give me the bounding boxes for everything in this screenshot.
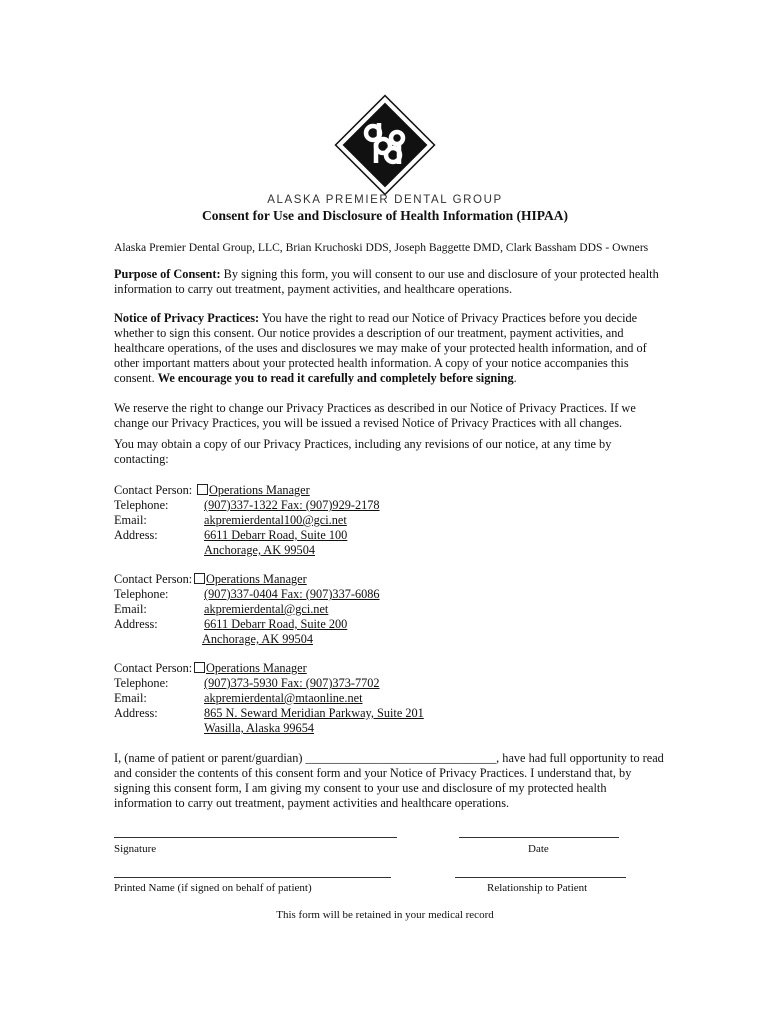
contact-email: akpremierdental100@gci.net <box>204 513 347 527</box>
signature-label: Signature <box>114 843 157 855</box>
contact-phone: (907)337-1322 Fax: (907)929-2178 <box>204 498 380 512</box>
contact-label: Contact Person: <box>114 572 193 586</box>
contact-address-line-2: Wasilla, Alaska 99654 <box>204 721 315 735</box>
checkbox[interactable] <box>194 662 205 673</box>
contact-person: Operations Manager <box>197 483 310 498</box>
address-label: Address: <box>114 528 158 542</box>
address-label: Address: <box>114 706 158 720</box>
logo-mark <box>333 93 437 197</box>
telephone-label: Telephone: <box>114 676 169 690</box>
purpose-heading: Purpose of Consent: <box>114 267 221 281</box>
contact-address-line-2: Anchorage, AK 99504 <box>204 543 315 557</box>
printed-name-label: Printed Name (if signed on behalf of patient) <box>114 882 312 894</box>
checkbox[interactable] <box>197 484 208 495</box>
notice-heading: Notice of Privacy Practices: <box>114 311 260 325</box>
contact-address-line-1: 865 N. Seward Meridian Parkway, Suite 201 <box>204 706 424 720</box>
obtain-paragraph: You may obtain a copy of our Privacy Practices, including any revisions of our notice, at any time by contacting: <box>114 437 612 466</box>
purpose-paragraph <box>114 267 662 297</box>
contact-address-line-1: 6611 Debarr Road, Suite 100 <box>204 528 348 542</box>
contact-email: akpremierdental@mtaonline.net <box>204 691 363 705</box>
notice-emphasis: We encourage you to read it carefully and completely before signing <box>157 371 514 385</box>
date-line[interactable] <box>459 837 619 838</box>
telephone-label: Telephone: <box>114 498 169 512</box>
contact-address-line-2: Anchorage, AK 99504 <box>202 632 313 646</box>
company-name: ALASKA PREMIER DENTAL GROUP <box>267 194 503 206</box>
purpose-text: By signing this form, you will consent to our use and disclosure of your protected health information to carry out treatment, payment activities, and healthcare operations. <box>114 267 659 296</box>
owners-line: Alaska Premier Dental Group, LLC, Brian Kruchoski DDS, Joseph Baggette DMD, Clark Bassham DDS - Owners <box>114 241 649 254</box>
signature-line[interactable] <box>114 837 397 838</box>
checkbox[interactable] <box>194 573 205 584</box>
contact-person: Operations Manager <box>194 572 307 587</box>
contact-phone: (907)337-0404 Fax: (907)337-6086 <box>204 587 380 601</box>
page-title: Consent for Use and Disclosure of Health Information (HIPAA) <box>202 208 568 223</box>
telephone-label: Telephone: <box>114 587 169 601</box>
notice-end: . <box>513 371 517 385</box>
email-label: Email: <box>114 691 147 705</box>
contact-label: Contact Person: <box>114 483 193 497</box>
contact-phone: (907)373-5930 Fax: (907)373-7702 <box>204 676 380 690</box>
contact-label: Contact Person: <box>114 661 193 675</box>
footer-note: This form will be retained in your medical record <box>276 909 494 921</box>
email-label: Email: <box>114 513 147 527</box>
contact-address-line-1: 6611 Debarr Road, Suite 200 <box>204 617 348 631</box>
relationship-line[interactable] <box>455 877 626 878</box>
patient-name-field[interactable]: _______________________________ <box>305 751 497 765</box>
email-label: Email: <box>114 602 147 616</box>
address-label: Address: <box>114 617 158 631</box>
relationship-label: Relationship to Patient <box>487 882 588 894</box>
printed-name-line[interactable] <box>114 877 391 878</box>
logo <box>333 93 437 197</box>
acknowledgment-paragraph: I, (name of patient or parent/guardian) _______________________________, have had full opportunity to read and consider the contents of this consent form and your Notice of Privacy Practices. I understand that, by signing this consent form, I am giving my consent to your use and disclosure of my protected health information to carry out treatment, payment activities and healthcare operations. <box>114 751 664 810</box>
notice-paragraph <box>114 311 662 386</box>
contact-email: akpremierdental@gci.net <box>204 602 329 616</box>
contact-person: Operations Manager <box>194 661 307 676</box>
date-label: Date <box>528 843 549 855</box>
notice-text: You have the right to read our Notice of Privacy Practices before you decide whether to sign this consent. Our notice provides a description of our treatment, payment activities, and healthcare operations, of the uses and disclosures we may make of your protected health information, and of other important matters about your protected health information. A copy of your notice accompanies this consent. <box>114 311 647 385</box>
reserve-paragraph: We reserve the right to change our Privacy Practices as described in our Notice of Privacy Practices. If we change our Privacy Practices, you will be issued a revised Notice of Privacy Practices with all changes. <box>114 401 636 430</box>
